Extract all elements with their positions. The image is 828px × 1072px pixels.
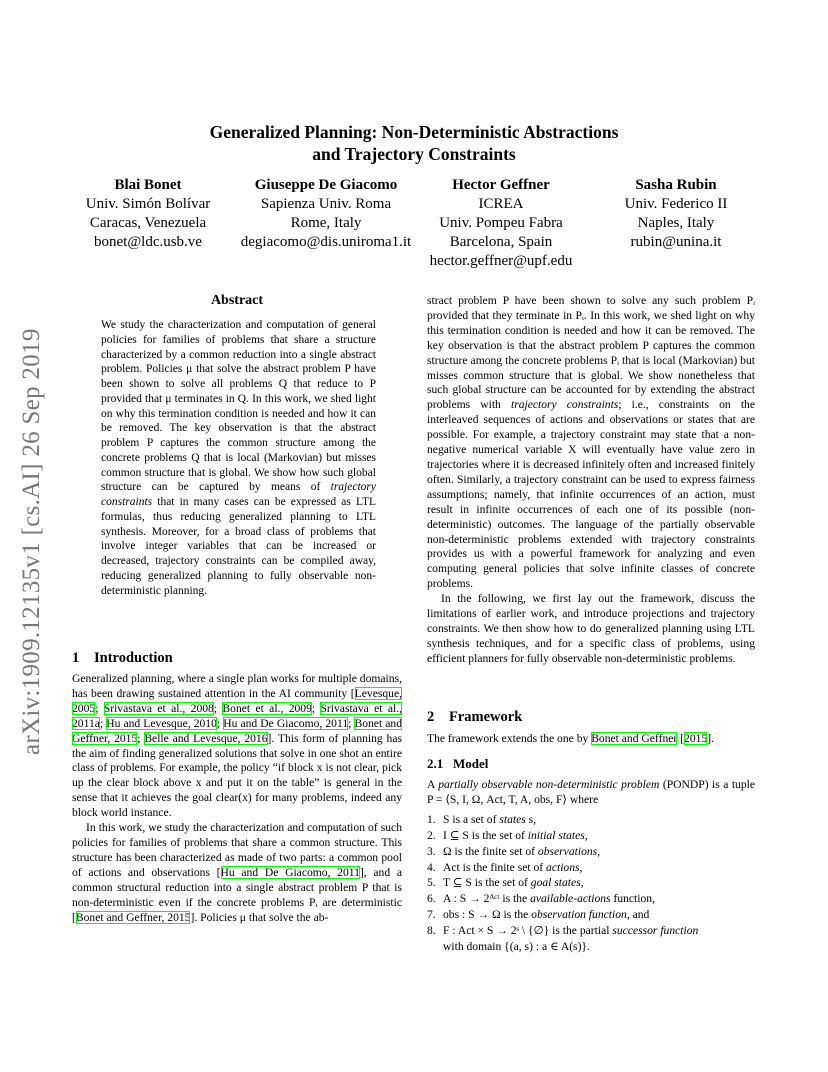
section-number: 2 [427, 709, 435, 725]
author-degiacomo [241, 176, 411, 252]
author-name: Hector Geffner [452, 177, 550, 193]
abstract-text: We study the characterization and computation of general policies for families of problems that share a structure characterized by a common reduction into a single abstract problem. Policies μ that solve the abstract problem P have been shown to solve all problems Q that reduce to P provided that μ terminates in Q. In this work, we shed light on why this termination condition is needed and how it can be removed. The key observation is that the abstract problem P captures the common structure among the concrete problems Q that is local (Markovian) but misses common structure that is global. We show how such global structure can be captured by means of [101, 319, 376, 494]
item-text: , and [626, 908, 650, 922]
definition-list [427, 812, 755, 955]
title-line-2: and Trajectory Constraints [312, 144, 516, 164]
author-rubin [625, 176, 728, 252]
body-text: The framework extends the one by [427, 732, 592, 745]
paper-title [100, 121, 728, 165]
item-text: , [584, 828, 588, 842]
intro-text: ]. Policies μ that solve the ab- [190, 910, 329, 924]
citation-sep: ; [95, 701, 104, 715]
item-text: , [597, 844, 601, 858]
section-title: Framework [449, 709, 523, 725]
item-text: , [580, 876, 584, 890]
item-text: T ⊆ S is the set of [443, 876, 531, 890]
list-item [427, 860, 755, 876]
author-location: Rome, Italy [290, 215, 362, 231]
author-email: rubin@unina.it [630, 234, 722, 250]
body-text: (PONDP) is a tuple P = ⟨S, I, Ω, Act, T, A, obs, F⟩ where [427, 778, 755, 806]
model-heading [427, 756, 488, 772]
section-number: 1 [72, 650, 80, 666]
citation-link[interactable]: Hu and Levesque, 2010 [106, 716, 217, 730]
citation-link[interactable]: Levesque, 2005 [72, 686, 402, 715]
right-paragraph-2: In the following, we first lay out the framework, discuss the limitations of earlier work, and introduce projections and trajectory constraints. We then show how to do generalized planning using LTL synthesis techniques, and for a specific class of problems, using efficient planners for fully observable non-deterministic problems. [427, 592, 755, 665]
subsection-number: 2.1 [427, 756, 444, 771]
section-title: Introduction [94, 650, 173, 666]
body-text: ]. [707, 732, 714, 745]
item-emphasis: observation function [531, 908, 627, 922]
citation-link[interactable]: Belle and Levesque, 2016 [144, 731, 268, 745]
author-email: hector.geffner@upf.edu [429, 253, 573, 269]
item-text: F : Act × S → 2ˢ \ {∅} is the partial [443, 924, 613, 938]
author-affiliation: Sapienza Univ. Roma [260, 196, 392, 212]
right-paragraph-1 [427, 294, 755, 592]
list-item [427, 844, 755, 860]
item-emphasis: available-actions [530, 892, 611, 906]
arxiv-identifier: arXiv:1909.12135v1 [cs.AI] 26 Sep 2019 [18, 328, 45, 755]
intro-text: ], and a common structural reduction into a single abstract problem P that is non-deterministic even if the concrete problems Pᵢ are deterministic [ [72, 865, 402, 924]
author-name: Blai Bonet [114, 177, 182, 193]
author-geffner [430, 176, 573, 271]
list-item [427, 812, 755, 828]
list-item [427, 907, 755, 923]
subsection-title: Model [453, 756, 489, 771]
citation-link[interactable]: 2015 [684, 732, 708, 745]
item-number: 7. [427, 908, 436, 922]
citation-link[interactable]: Hu and De Giacomo, 2011 [223, 716, 349, 730]
citation-sep: ; [216, 716, 224, 730]
author-location: Naples, Italy [637, 215, 715, 231]
item-emphasis: actions [546, 860, 580, 874]
item-emphasis: initial states [527, 828, 585, 842]
author-name: Sasha Rubin [635, 177, 717, 193]
author-location: Barcelona, Spain [449, 234, 553, 250]
author-affiliation: Univ. Federico II [624, 196, 728, 212]
author-location: Caracas, Venezuela [89, 215, 207, 231]
item-emphasis: goal states [530, 876, 581, 890]
citation-link[interactable]: Srivastava et al., 2008 [103, 701, 214, 715]
intro-text: In this work, we study the characterization and computation of such policies for families of problems that share a common structure. This structure has been characterized as made of two parts: a common pool of actions and observations [ [72, 821, 402, 879]
right-column-body [427, 294, 755, 667]
author-affiliation: ICREA [478, 196, 524, 212]
item-text: Act is the finite set of [443, 860, 547, 874]
item-text: Ω is the finite set of [443, 844, 538, 858]
item-number: 3. [427, 844, 436, 858]
author-affiliation: Univ. Simón Bolívar [85, 196, 211, 212]
citation-link[interactable]: Bonet and Geffner, 2015 [72, 716, 402, 745]
item-number: 8. [427, 924, 436, 938]
abstract-body [101, 318, 376, 598]
item-text: A : S → 2ᴬᶜᵗ is the [443, 892, 531, 906]
citation-link[interactable]: Srivastava et al., 2011a [72, 701, 402, 730]
intro-heading [72, 650, 173, 667]
citation-sep: ; [311, 701, 321, 715]
item-text: I ⊆ S is the set of [443, 828, 528, 842]
author-name: Giuseppe De Giacomo [254, 177, 398, 193]
citation-link[interactable]: Bonet and Geffner, 2015 [75, 910, 191, 924]
author-bonet [86, 176, 210, 252]
item-number: 1. [427, 812, 436, 826]
item-text: s, [525, 812, 537, 826]
intro-text: ]. This form of planning has the aim of finding generalized solutions that solve in one shot an entire class of problems. For example, the policy “if block x is not clear, pick up the clear block above x and put it on the table” is general in the sense that it achieves the goal clear(x) for many problems, indeed any block world instance. [72, 731, 402, 820]
model-body [427, 778, 755, 955]
author-email: bonet@ldc.usb.ve [94, 234, 202, 250]
framework-heading [427, 709, 522, 726]
intro-paragraph-2 [72, 821, 402, 925]
citation-sep: [ [677, 732, 685, 745]
framework-body [427, 732, 755, 747]
citation-link[interactable]: Bonet et al., 2009 [222, 701, 312, 715]
list-item [427, 923, 755, 955]
item-number: 5. [427, 876, 436, 890]
item-number: 2. [427, 828, 436, 842]
item-emphasis: observations [537, 844, 598, 858]
citation-sep: ; [99, 716, 107, 730]
item-text: S is a set of [443, 812, 500, 826]
body-text: ; i.e., constraints on the interleaved sequences of actions and observations or states that are possible. For example, a trajectory constraint may state that a non-negative numerical variable X will eventually have value zero in trajectories where it is decreased infinitely often and increased finitely often. Similarly, a trajectory constraint can be used to express fairness assumptions; namely, that infinite occurrences of an action, must result in infinite occurrences of each one of its possible (non-deterministic) outcomes. The language of the partially observable non-deterministic problems extended with trajectory constraints provides us with a powerful framework for analyzing and even computing general policies that solve infinite classes of concrete problems. [427, 398, 755, 591]
author-email: degiacomo@dis.uniroma1.it [240, 234, 412, 250]
item-emphasis: successor function [612, 924, 699, 938]
body-text: stract problem P have been shown to solve any such problem Pᵢ provided that they terminate in Pᵢ. In this work, we shed light on why this termination condition is needed and how it can be removed. The key observation is that the abstract problem P captures the common structure among the concrete problems Pᵢ that is local (Markovian) but misses common structure that is global. We show nonetheless that such global structure can be accounted for by extending the abstract problems with [427, 294, 755, 412]
item-number: 4. [427, 860, 436, 874]
citation-sep: ; [213, 701, 223, 715]
abstract-emphasis: trajectory constraints [101, 481, 376, 508]
intro-paragraph-1 [72, 672, 402, 821]
list-item [427, 875, 755, 891]
author-affiliation-2: Univ. Pompeu Fabra [439, 215, 563, 231]
item-text: , [579, 860, 583, 874]
citation-sep: ; [137, 731, 145, 745]
abstract-text-rest: that in many cases can be expressed as LTL formulas, thus reducing generalized planning to LTL synthesis. Moreover, for a broad class of problems that involve integer variables that can be increased or decreased, trajectory constraints can be compiled away, reducing generalized planning to fully observable non-deterministic planning. [101, 496, 376, 597]
intro-text: Generalized planning, where a single plan works for multiple domains, has been drawing sustained attention in the AI community [ [72, 672, 402, 700]
body-emphasis: trajectory constraints [510, 398, 619, 412]
item-text: obs : S → Ω is the [443, 908, 532, 922]
list-item [427, 891, 755, 907]
intro-body [72, 672, 402, 925]
citation-sep: ; [348, 716, 355, 730]
item-continuation: with domain {(a, s) : a ∈ A(s)}. [443, 940, 590, 954]
body-emphasis: partially observable non-deterministic problem [438, 778, 660, 791]
body-text: A [427, 778, 439, 791]
abstract-heading: Abstract [210, 293, 264, 308]
citation-link[interactable]: Bonet and Geffner [591, 732, 678, 745]
citation-link[interactable]: Hu and De Giacomo, 2011 [220, 865, 360, 879]
item-number: 6. [427, 892, 436, 906]
list-item [427, 828, 755, 844]
title-line-1: Generalized Planning: Non-Deterministic Abstractions [209, 122, 619, 142]
item-text: function, [610, 892, 655, 906]
item-emphasis: states [499, 812, 526, 826]
